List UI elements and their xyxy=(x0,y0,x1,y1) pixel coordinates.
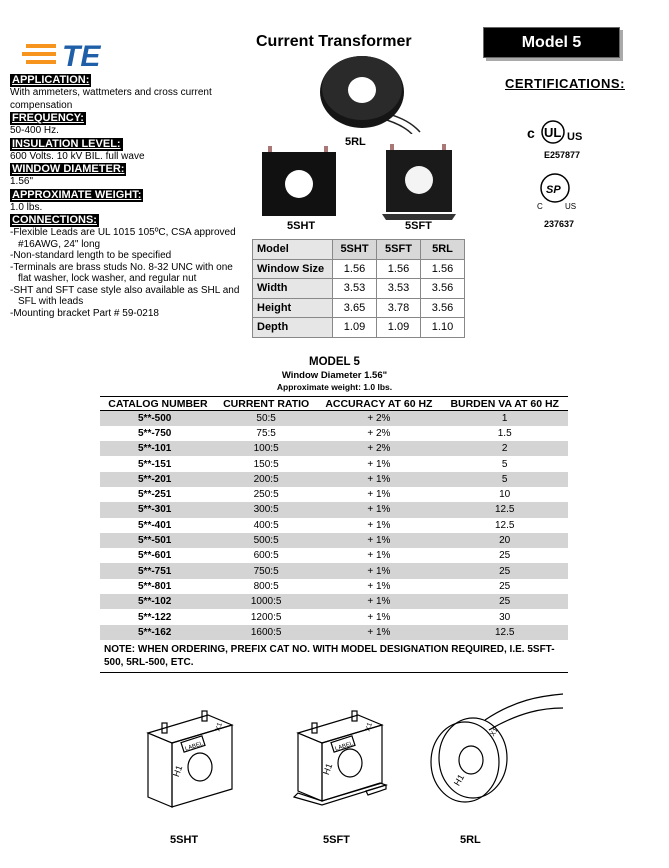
dimensions-cell: 1.56 xyxy=(377,259,421,279)
spec-section xyxy=(10,189,250,214)
catalog-header-cell: CATALOG NUMBER xyxy=(100,397,216,411)
spec-value: 1.0 lbs. xyxy=(10,201,43,213)
label-5sft: 5SFT xyxy=(405,220,432,232)
catalog-cell: 5**-201 xyxy=(100,472,216,487)
spec-value: compensation xyxy=(10,99,73,111)
model-section-subtitle: Window Diameter 1.56" xyxy=(281,370,388,381)
connection-line: flat washer, lock washer, and regular nut xyxy=(18,273,197,284)
catalog-cell: 5 xyxy=(501,458,508,470)
drawing-rl-x1: X1 xyxy=(489,726,500,738)
connection-line: -Terminals are brass studs No. 8-32 UNC with one xyxy=(10,261,233,273)
table-row xyxy=(100,426,568,441)
catalog-cell: 5**-801 xyxy=(138,580,172,592)
catalog-cell: + 1% xyxy=(316,594,441,609)
catalog-cell: 5**-601 xyxy=(138,550,172,562)
catalog-cell: + 2% xyxy=(316,441,441,456)
dimensions-row-label: Depth xyxy=(253,318,333,338)
te-logo xyxy=(22,38,132,72)
catalog-cell: 30 xyxy=(499,611,511,623)
catalog-cell: 5**-101 xyxy=(100,441,216,456)
spec-value: 50-400 Hz. xyxy=(10,125,59,136)
catalog-header-cell: BURDEN VA AT 60 HZ xyxy=(441,397,568,411)
label-5rl: 5RL xyxy=(345,136,366,148)
logo-text: TE xyxy=(62,40,101,72)
svg-text:SP: SP xyxy=(546,184,561,196)
dimensions-row xyxy=(253,318,465,338)
spec-value: 1.56" xyxy=(10,176,34,187)
catalog-cell: + 1% xyxy=(367,611,391,623)
catalog-cell: 150:5 xyxy=(253,458,279,470)
product-image-5rl xyxy=(316,52,426,139)
catalog-cell: 250:5 xyxy=(253,489,279,501)
spec-section xyxy=(10,163,250,188)
dimensions-cell: 3.53 xyxy=(333,279,377,299)
catalog-cell: 25 xyxy=(441,563,568,578)
catalog-cell: 5**-500 xyxy=(100,411,216,426)
product-image-5sft xyxy=(382,140,458,225)
dimensions-cell: 1.10 xyxy=(421,318,465,338)
catalog-cell: 12.5 xyxy=(441,502,568,517)
spec-heading: FREQUENCY: xyxy=(12,112,84,124)
dimensions-table xyxy=(252,239,465,338)
catalog-cell: + 1% xyxy=(316,625,441,640)
spec-heading: APPLICATION: xyxy=(12,74,90,86)
catalog-cell: 1600:5 xyxy=(216,625,316,640)
dimensions-row xyxy=(253,279,465,299)
model-section-title: MODEL 5 xyxy=(309,356,360,368)
catalog-cell: 5 xyxy=(441,472,568,487)
connections-heading: CONNECTIONS: xyxy=(12,214,97,226)
spec-column xyxy=(10,74,250,319)
drawing-label-5sht: 5SHT xyxy=(170,834,199,846)
catalog-cell: 5**-401 xyxy=(138,519,172,531)
dimensions-row-label: Height xyxy=(253,298,333,318)
drawing-sht-h1: H1 xyxy=(170,763,185,779)
catalog-cell: + 1% xyxy=(367,580,391,592)
drawing-sft-h1: H1 xyxy=(320,761,335,777)
dimensions-row-label: Width xyxy=(253,279,333,299)
spec-heading: INSULATION LEVEL: xyxy=(12,137,121,150)
catalog-cell: 12.5 xyxy=(494,519,515,531)
dimensions-row xyxy=(253,298,465,318)
catalog-cell: + 1% xyxy=(367,489,391,501)
dimensions-cell: 1.09 xyxy=(377,318,421,338)
catalog-cell: 25 xyxy=(441,594,568,609)
table-row xyxy=(100,487,568,502)
spec-value: 600 Volts. 10 kV BIL. full wave xyxy=(10,150,145,162)
catalog-cell: 300:5 xyxy=(216,502,316,517)
catalog-cell: 1000:5 xyxy=(216,594,316,609)
catalog-cell: 1 xyxy=(441,411,568,426)
catalog-cell: 5**-751 xyxy=(100,563,216,578)
spec-section xyxy=(10,138,250,163)
drawing-5sht xyxy=(140,705,240,815)
catalog-cell: 25 xyxy=(499,550,511,562)
catalog-header-cell: ACCURACY AT 60 HZ xyxy=(316,397,441,411)
spec-value: With ammeters, wattmeters and cross current xyxy=(10,87,212,98)
catalog-cell: + 2% xyxy=(367,427,391,439)
catalog-cell: 2 xyxy=(441,441,568,456)
table-row xyxy=(100,411,568,426)
svg-text:C: C xyxy=(537,202,543,211)
table-row xyxy=(100,502,568,517)
catalog-cell: 5**-750 xyxy=(138,427,172,439)
csa-mark-icon xyxy=(537,172,597,217)
catalog-cell: + 1% xyxy=(367,458,391,470)
catalog-cell: 5**-102 xyxy=(100,594,216,609)
certifications-heading: CERTIFICATIONS: xyxy=(505,76,625,91)
catalog-cell: 750:5 xyxy=(216,563,316,578)
catalog-cell: 50:5 xyxy=(216,411,316,426)
catalog-table xyxy=(100,396,568,640)
connection-line: -Mounting bracket Part # 59-0218 xyxy=(10,307,159,319)
svg-text:UL: UL xyxy=(544,125,562,140)
connection-line: -Flexible Leads are UL 1015 105ºC, CSA approved xyxy=(10,227,236,238)
connection-line: -SHT and SFT case style also available as SHL and xyxy=(10,284,240,296)
dimensions-row-label: Window Size xyxy=(253,259,333,279)
table-row xyxy=(100,441,568,456)
catalog-cell: 400:5 xyxy=(253,519,279,531)
dimensions-cell: 3.56 xyxy=(421,298,465,318)
product-image-5sht xyxy=(260,142,340,223)
page-title: Current Transformer xyxy=(256,33,412,50)
catalog-cell: 800:5 xyxy=(253,580,279,592)
table-row xyxy=(100,625,568,640)
dimensions-cell: 3.56 xyxy=(421,279,465,299)
drawing-5sft xyxy=(290,705,390,815)
table-row xyxy=(100,609,568,624)
drawing-rl-h1: H1 xyxy=(451,772,467,788)
connection-line: #16AWG, 24" long xyxy=(18,238,101,250)
dimensions-header-cell: 5SHT xyxy=(333,240,377,260)
model-badge: Model 5 xyxy=(483,27,620,58)
dimensions-cell: 1.09 xyxy=(333,318,377,338)
catalog-cell: + 1% xyxy=(316,502,441,517)
catalog-cell: + 1% xyxy=(367,519,391,531)
label-5sht: 5SHT xyxy=(287,220,316,232)
table-row xyxy=(100,548,568,563)
dimensions-cell: 1.56 xyxy=(333,259,377,279)
catalog-cell: 5**-251 xyxy=(138,489,172,501)
catalog-cell: 5**-301 xyxy=(100,502,216,517)
catalog-cell: 25 xyxy=(499,580,511,592)
spec-section xyxy=(10,74,250,111)
table-row xyxy=(100,518,568,533)
dimensions-header-cell: 5SFT xyxy=(377,240,421,260)
catalog-cell: + 2% xyxy=(316,411,441,426)
drawing-label-5rl: 5RL xyxy=(460,834,481,846)
svg-text:US: US xyxy=(565,202,577,211)
table-row xyxy=(100,563,568,578)
dimensions-cell: 1.56 xyxy=(421,259,465,279)
drawing-sht-label: LABEL xyxy=(184,741,205,753)
connection-line: SFL with leads xyxy=(18,296,84,307)
spec-heading: WINDOW DIAMETER: xyxy=(12,163,125,175)
drawing-label-5sft: 5SFT xyxy=(323,834,350,846)
drawing-5rl xyxy=(425,690,565,815)
catalog-cell: 75:5 xyxy=(256,427,276,439)
table-row xyxy=(100,533,568,548)
catalog-cell: 5**-151 xyxy=(138,458,172,470)
connections-section xyxy=(10,214,250,319)
table-row xyxy=(100,456,568,471)
spec-heading: APPROXIMATE WEIGHT: xyxy=(12,188,142,201)
dimensions-cell: 3.78 xyxy=(377,298,421,318)
table-row xyxy=(100,472,568,487)
catalog-header-cell: CURRENT RATIO xyxy=(216,397,316,411)
ordering-note: NOTE: WHEN ORDERING, PREFIX CAT NO. WITH MODEL DESIGNATION REQUIRED, I.E. 5SFT-500, 5RL-500, ETC. xyxy=(104,644,555,668)
catalog-cell: 1.5 xyxy=(497,427,512,439)
note-divider xyxy=(100,672,568,673)
catalog-cell: 1200:5 xyxy=(250,611,282,623)
csa-number: 237637 xyxy=(544,219,575,229)
catalog-cell: 20 xyxy=(441,533,568,548)
drawing-sht-x1: X1 xyxy=(214,721,225,733)
spec-section xyxy=(10,112,250,137)
dimensions-row xyxy=(253,259,465,279)
model-section-weight: Approximate weight: 1.0 lbs. xyxy=(276,382,393,392)
ul-number: E257877 xyxy=(544,150,581,160)
catalog-cell: 5**-162 xyxy=(100,625,216,640)
catalog-cell: 10 xyxy=(499,489,511,501)
catalog-cell: 500:5 xyxy=(216,533,316,548)
catalog-cell: 100:5 xyxy=(216,441,316,456)
ul-mark-icon xyxy=(527,120,607,153)
svg-text:c: c xyxy=(527,125,535,141)
catalog-cell: + 1% xyxy=(316,472,441,487)
dimensions-header-cell: 5RL xyxy=(421,240,465,260)
drawing-sft-label: LABEL xyxy=(334,741,355,753)
table-row xyxy=(100,579,568,594)
catalog-cell: 12.5 xyxy=(441,625,568,640)
table-row xyxy=(100,594,568,609)
catalog-cell: 5**-122 xyxy=(138,611,172,623)
catalog-cell: 600:5 xyxy=(253,550,279,562)
dimensions-cell: 3.53 xyxy=(377,279,421,299)
connection-line: -Non-standard length to be specified xyxy=(10,250,172,261)
catalog-cell: 200:5 xyxy=(216,472,316,487)
catalog-cell: + 1% xyxy=(367,550,391,562)
catalog-cell: 5**-501 xyxy=(100,533,216,548)
dimensions-header-cell: Model xyxy=(253,240,333,260)
catalog-cell: + 1% xyxy=(316,533,441,548)
dimensions-cell: 3.65 xyxy=(333,298,377,318)
catalog-cell: + 1% xyxy=(316,563,441,578)
svg-text:US: US xyxy=(567,131,583,143)
drawing-sft-x1: X1 xyxy=(364,721,375,733)
